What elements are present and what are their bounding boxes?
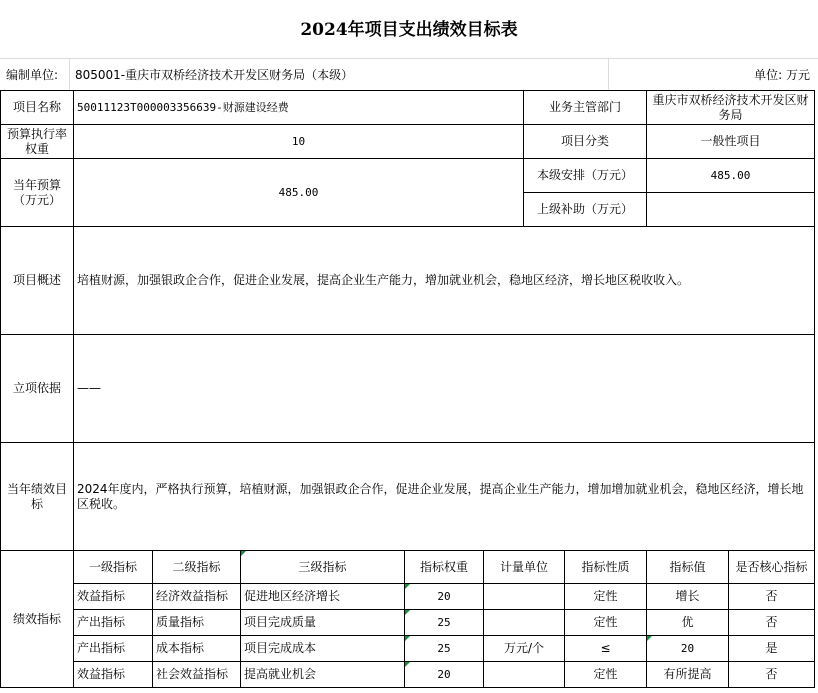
- cell-level1: 效益指标: [74, 584, 153, 610]
- cell-unit: [484, 610, 565, 636]
- divider: [69, 58, 70, 90]
- cell-level1: 效益指标: [74, 662, 153, 688]
- performance-table: [0, 90, 815, 688]
- unit-value: 805001-重庆市双桥经济技术开发区财务局（本级）: [75, 68, 354, 82]
- upper-label: 上级补助（万元）: [524, 193, 647, 227]
- cell-level1: 产出指标: [74, 636, 153, 662]
- local-label: 本级安排（万元）: [524, 159, 647, 193]
- project-name-value: 50011123T000003356639-财源建设经费: [74, 91, 524, 125]
- page-title: 2024年项目支出绩效目标表: [300, 19, 518, 40]
- header-level2: 二级指标: [153, 551, 241, 584]
- dept-value: 重庆市双桥经济技术开发区财务局: [647, 91, 815, 125]
- header-nature: 指标性质: [565, 551, 647, 584]
- cell-level1: 产出指标: [74, 610, 153, 636]
- project-name-label: 项目名称: [1, 91, 74, 125]
- header-value: 指标值: [647, 551, 729, 584]
- overview-text: 培植财源，加强银政企合作，促进企业发展，提高企业生产能力，增加就业机会，稳地区经济，增长地区税收收入。: [74, 227, 815, 335]
- cell-value: 增长: [647, 584, 729, 610]
- cell-level2: 社会效益指标: [153, 662, 241, 688]
- cell-value: 有所提高: [647, 662, 729, 688]
- cell-core: 是: [729, 636, 815, 662]
- upper-value: [647, 193, 815, 227]
- header-core: 是否核心指标: [729, 551, 815, 584]
- cell-value: 优: [647, 610, 729, 636]
- basis-text: ——: [74, 335, 815, 443]
- cell-unit: [484, 662, 565, 688]
- cell-core: 否: [729, 584, 815, 610]
- table-row: [1, 662, 815, 688]
- category-value: 一般性项目: [647, 125, 815, 159]
- cell-level3: 提高就业机会: [241, 662, 405, 688]
- cell-core: 否: [729, 662, 815, 688]
- header-unit: 计量单位: [484, 551, 565, 584]
- cell-level3: 项目完成成本: [241, 636, 405, 662]
- cell-unit: [484, 584, 565, 610]
- budget-label: 当年预算（万元）: [1, 159, 74, 227]
- header-level3: 三级指标: [241, 551, 405, 584]
- goal-label: 当年绩效目标: [1, 443, 74, 551]
- cell-unit: 万元/个: [484, 636, 565, 662]
- cell-nature: ≤: [565, 636, 647, 662]
- cell-nature: 定性: [565, 662, 647, 688]
- cell-weight: 20: [405, 584, 484, 610]
- local-value: 485.00: [647, 159, 815, 193]
- cell-nature: 定性: [565, 610, 647, 636]
- header-weight: 指标权重: [405, 551, 484, 584]
- weight-label: 预算执行率权重: [1, 125, 74, 159]
- cell-weight: 25: [405, 636, 484, 662]
- cell-level2: 经济效益指标: [153, 584, 241, 610]
- cell-level2: 质量指标: [153, 610, 241, 636]
- budget-value: 485.00: [74, 159, 524, 227]
- indicators-label: 绩效指标: [1, 551, 74, 688]
- cell-level3: 促进地区经济增长: [241, 584, 405, 610]
- goal-text: 2024年度内，严格执行预算，培植财源，加强银政企合作，促进企业发展，提高企业生产能力，增加增加就业机会，稳地区经济，增长地区税收。: [74, 443, 815, 551]
- basis-label: 立项依据: [1, 335, 74, 443]
- overview-label: 项目概述: [1, 227, 74, 335]
- dept-label: 业务主管部门: [524, 91, 647, 125]
- cell-level3: 项目完成质量: [241, 610, 405, 636]
- table-row: [1, 610, 815, 636]
- cell-weight: 25: [405, 610, 484, 636]
- table-row: [1, 584, 815, 610]
- cell-core: 否: [729, 610, 815, 636]
- currency-unit: 单位: 万元: [754, 68, 810, 82]
- table-row: [1, 636, 815, 662]
- cell-nature: 定性: [565, 584, 647, 610]
- header-level1: 一级指标: [74, 551, 153, 584]
- unit-row: [0, 58, 818, 90]
- weight-value: 10: [74, 125, 524, 159]
- cell-level2: 成本指标: [153, 636, 241, 662]
- divider: [608, 58, 609, 90]
- unit-label: 编制单位:: [6, 68, 59, 82]
- cell-value: 20: [647, 636, 729, 662]
- cell-weight: 20: [405, 662, 484, 688]
- category-label: 项目分类: [524, 125, 647, 159]
